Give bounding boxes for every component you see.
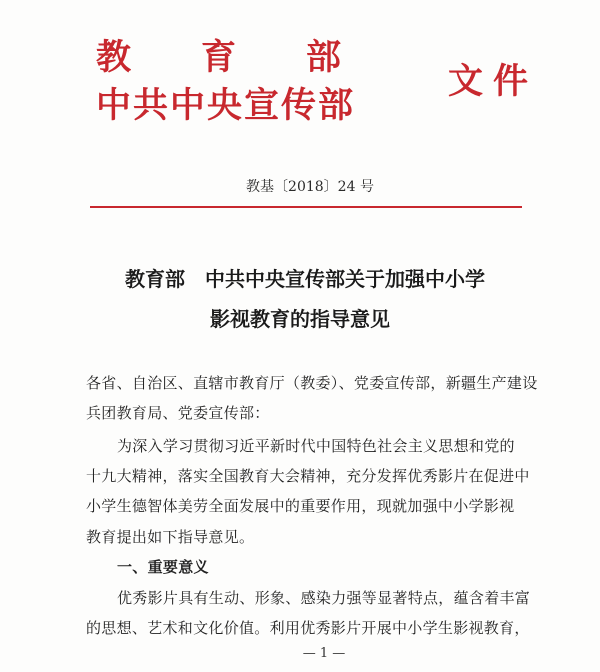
masthead	[96, 37, 539, 138]
body-line: 小学生德智体美劳全面发展中的重要作用，现就加强中小学影视	[86, 497, 515, 515]
org-name-publicity-department: 中共中央宣传部	[96, 85, 356, 126]
body-line: 优秀影片具有生动、形象、感染力强等显著特点，蕴含着丰富	[117, 589, 531, 607]
body-line: 的思想、艺术和文化价值。利用优秀影片开展中小学生影视教育，	[86, 619, 530, 637]
document-type-label: 文件	[448, 61, 539, 102]
body-line: 教育提出如下指导意见。	[86, 528, 255, 546]
page-number: — 1 —	[302, 646, 346, 661]
body-line: 十九大精神，落实全国教育大会精神，充分发挥优秀影片在促进中	[86, 467, 530, 485]
section-heading: 一、重要意义	[117, 558, 209, 576]
document-title-line-1: 教育部 中共中央宣传部关于加强中小学	[125, 267, 485, 291]
document-number: 教基〔2018〕24 号	[246, 179, 374, 195]
body-line: 各省、自治区、直辖市教育厅（教委）、党委宣传部，新疆生产建设	[86, 374, 538, 392]
document-title-line-2: 影视教育的指导意见	[210, 307, 390, 331]
body-line: 为深入学习贯彻习近平新时代中国特色社会主义思想和党的	[117, 437, 515, 455]
body-line: 兵团教育局、党委宣传部：	[86, 404, 270, 422]
org-name-ministry-of-education: 教 育 部	[96, 37, 342, 78]
red-divider-line	[90, 206, 522, 208]
